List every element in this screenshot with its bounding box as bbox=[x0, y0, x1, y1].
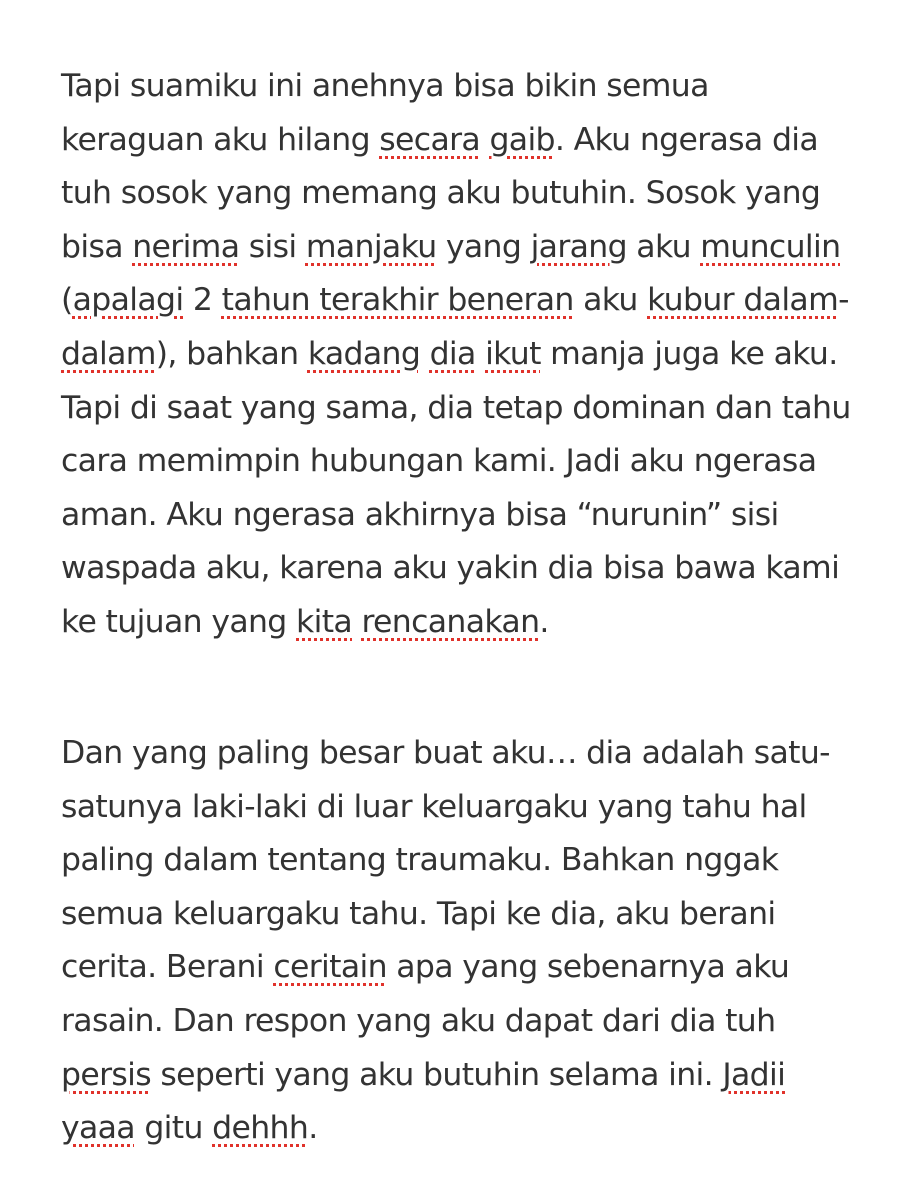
text-line bbox=[61, 167, 851, 221]
misspelled-word[interactable]: manjaku bbox=[305, 228, 437, 265]
text-segment: apa yang sebenarnya aku bbox=[386, 949, 790, 986]
misspelled-word[interactable]: jarang bbox=[530, 228, 627, 265]
misspelled-word[interactable]: dehhh bbox=[212, 1110, 309, 1147]
text-line bbox=[61, 435, 851, 489]
text-segment: . bbox=[308, 1110, 318, 1147]
text-segment: bisa bbox=[61, 228, 133, 265]
text-segment: tuh sosok yang memang aku butuhin. Sosok yang bbox=[61, 175, 821, 212]
text-line bbox=[61, 995, 830, 1049]
misspelled-word[interactable]: kita bbox=[296, 603, 353, 640]
misspelled-word[interactable]: apalagi bbox=[72, 282, 184, 319]
text-segment: aman. Aku ngerasa akhirnya bisa “nurunin” sisi bbox=[61, 496, 779, 533]
misspelled-word[interactable]: rencanakan bbox=[361, 603, 540, 640]
text-segment: Dan yang paling besar buat aku… dia adalah satu- bbox=[61, 735, 830, 771]
text-segment: semua keluargaku tahu. Tapi ke dia, aku berani bbox=[61, 895, 776, 932]
text-line bbox=[61, 489, 851, 543]
text-line bbox=[61, 888, 830, 942]
misspelled-word[interactable]: dalam bbox=[61, 335, 156, 372]
text-segment: ), bahkan bbox=[155, 335, 308, 372]
misspelled-word[interactable]: nerima bbox=[132, 228, 240, 265]
paragraph-2 bbox=[61, 727, 830, 1156]
text-line bbox=[61, 274, 851, 328]
text-segment: keraguan aku hilang bbox=[61, 121, 380, 158]
text-segment: - bbox=[838, 282, 849, 319]
text-segment: Tapi suamiku ini anehnya bisa bikin semua bbox=[61, 68, 709, 104]
text-segment: satunya laki-laki di luar keluargaku yang tahu hal bbox=[61, 788, 807, 825]
text-segment: ke tujuan yang bbox=[61, 603, 296, 640]
text-segment: paling dalam tentang traumaku. Bahkan nggak bbox=[61, 842, 779, 879]
text-line bbox=[61, 727, 830, 781]
text-line bbox=[61, 941, 830, 995]
misspelled-word[interactable]: yaaa bbox=[61, 1110, 135, 1147]
misspelled-word[interactable]: dia bbox=[429, 335, 476, 372]
misspelled-word[interactable]: ceritain bbox=[273, 949, 387, 986]
text-segment bbox=[420, 336, 429, 372]
text-line bbox=[61, 221, 851, 275]
text-line bbox=[61, 596, 851, 650]
text-segment: waspada aku, karena aku yakin dia bisa bawa kami bbox=[61, 550, 840, 587]
misspelled-word[interactable]: secara bbox=[379, 121, 481, 158]
text-segment: yang bbox=[436, 228, 531, 265]
text-line bbox=[61, 542, 851, 596]
text-segment: sisi bbox=[239, 228, 306, 265]
text-segment: 2 bbox=[183, 282, 222, 319]
text-line bbox=[61, 781, 830, 835]
text-segment: ( bbox=[61, 282, 73, 319]
misspelled-word[interactable]: kubur dalam bbox=[647, 282, 839, 319]
text-segment: rasain. Dan respon yang aku dapat dari dia tuh bbox=[61, 1002, 776, 1039]
text-line bbox=[61, 328, 851, 382]
text-segment: seperti yang aku butuhin selama ini. bbox=[151, 1056, 723, 1093]
text-segment: manja juga ke aku. bbox=[540, 335, 838, 372]
text-segment: cerita. Berani bbox=[61, 949, 274, 986]
text-segment: Tapi di saat yang sama, dia tetap dominan dan tahu bbox=[61, 389, 851, 426]
text-line bbox=[61, 1049, 830, 1103]
misspelled-word[interactable]: ikut bbox=[485, 335, 541, 372]
text-segment: . Aku ngerasa dia bbox=[554, 121, 819, 158]
text-segment: . bbox=[539, 603, 549, 640]
misspelled-word[interactable]: munculin bbox=[700, 228, 841, 265]
misspelled-word[interactable]: kadang bbox=[307, 335, 421, 372]
text-line bbox=[61, 114, 851, 168]
text-line bbox=[61, 60, 851, 114]
misspelled-word[interactable]: Jadii bbox=[722, 1056, 786, 1093]
misspelled-word[interactable]: persis bbox=[61, 1056, 152, 1093]
text-line bbox=[61, 834, 830, 888]
paragraph-1 bbox=[61, 60, 851, 650]
text-segment: aku bbox=[573, 282, 648, 319]
text-segment: gitu bbox=[134, 1110, 213, 1147]
misspelled-word[interactable]: tahun terakhir beneran bbox=[221, 282, 574, 319]
text-segment bbox=[476, 336, 485, 372]
text-segment: aku bbox=[626, 228, 701, 265]
misspelled-word[interactable]: gaib bbox=[489, 121, 555, 158]
text-line bbox=[61, 1102, 830, 1156]
text-line bbox=[61, 382, 851, 436]
text-segment: cara memimpin hubungan kami. Jadi aku ngerasa bbox=[61, 443, 817, 480]
